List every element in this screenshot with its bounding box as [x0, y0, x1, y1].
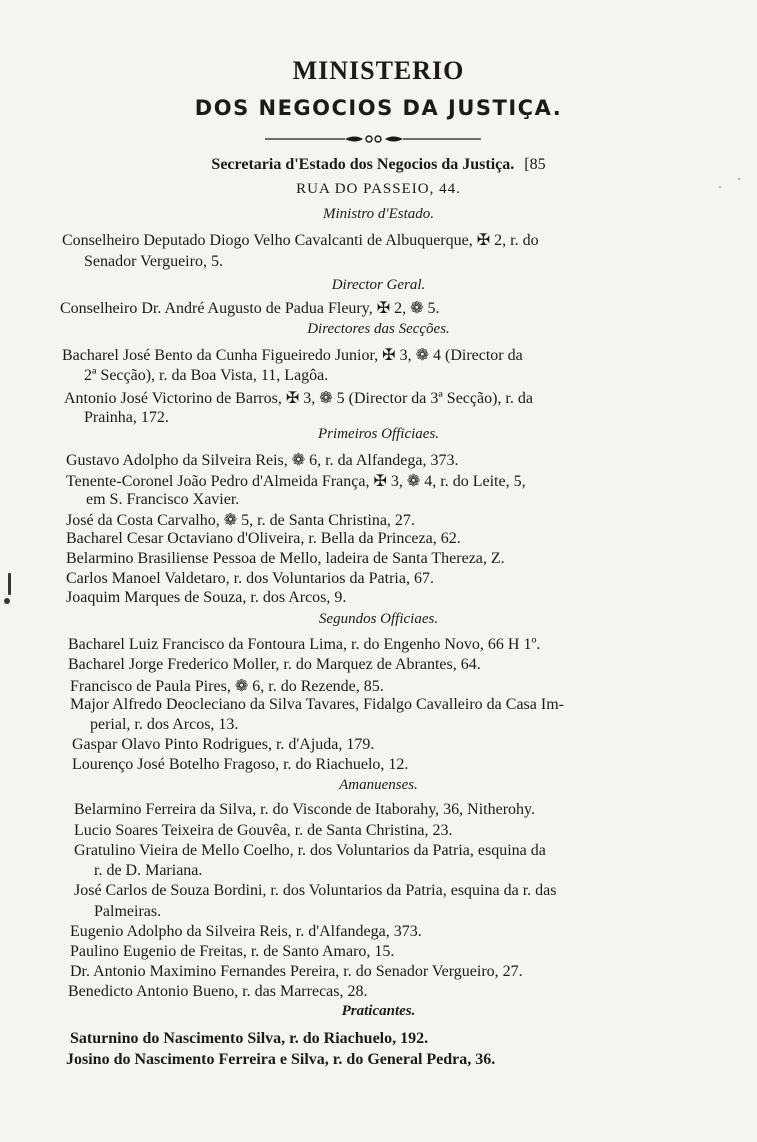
- directores-line-2: 2ª Secção), r. da Boa Vista, 11, Lagôa.: [84, 367, 329, 384]
- primeiros-line-7: Carlos Manoel Valdetaro, r. dos Voluntarios da Patria, 67.: [66, 570, 434, 587]
- amanuenses-line-8: Paulino Eugenio de Freitas, r. de Santo Amaro, 15.: [70, 943, 395, 960]
- amanuenses-line-7: Eugenio Adolpho da Silveira Reis, r. d'Alfandega, 373.: [70, 923, 422, 940]
- directores-line-3: Antonio José Victorino de Barros, ✠ 3, ❁ 5 (Director da 3ª Secção), r. da: [64, 390, 533, 407]
- segundos-line-6: Gaspar Olavo Pinto Rodrigues, r. d'Ajuda, 179.: [72, 736, 375, 753]
- primeiros-line-1: Gustavo Adolpho da Silveira Reis, ❁ 6, r. da Alfandega, 373.: [66, 452, 459, 469]
- praticantes-line-2: Josino do Nascimento Ferreira e Silva, r. do General Pedra, 36.: [66, 1051, 496, 1068]
- page-subtitle: DOS NEGOCIOS DA JUSTIÇA.: [194, 96, 563, 120]
- page-number: [85: [524, 156, 546, 173]
- primeiros-line-6: Belarmino Brasiliense Pessoa de Mello, ladeira de Santa Thereza, Z.: [66, 550, 505, 567]
- margin-speck: [4, 598, 10, 604]
- segundos-line-3: Francisco de Paula Pires, ❁ 6, r. do Rezende, 85.: [70, 678, 384, 695]
- amanuenses-line-3: Gratulino Vieira de Mello Coelho, r. dos Voluntarios da Patria, esquina da: [74, 842, 546, 859]
- heading-segundos: Segundos Officiaes.: [318, 611, 439, 627]
- segundos-line-4: Major Alfredo Deocleciano da Silva Tavares, Fidalgo Cavalleiro da Casa Im-: [70, 696, 564, 713]
- heading-amanuenses: Amanuenses.: [339, 777, 418, 793]
- amanuenses-line-4: r. de D. Mariana.: [94, 862, 203, 879]
- primeiros-line-4: José da Costa Carvalho, ❁ 5, r. de Santa Christina, 27.: [66, 512, 415, 529]
- primeiros-line-2: Tenente-Coronel João Pedro d'Almeida França, ✠ 3, ❁ 4, r. do Leite, 5,: [66, 473, 526, 490]
- segundos-line-7: Lourenço José Botelho Fragoso, r. do Riachuelo, 12.: [72, 756, 409, 773]
- segundos-line-5: perial, r. dos Arcos, 13.: [90, 716, 239, 733]
- segundos-line-1: Bacharel Luiz Francisco da Fontoura Lima, r. do Engenho Novo, 66 H 1º.: [68, 636, 541, 653]
- secretaria-heading: [0, 156, 757, 174]
- amanuenses-line-6: Palmeiras.: [94, 903, 162, 920]
- amanuenses-line-1: Belarmino Ferreira da Silva, r. do Visconde de Itaborahy, 36, Nitherohy.: [74, 801, 535, 818]
- amanuenses-line-5: José Carlos de Souza Bordini, r. dos Voluntarios da Patria, esquina da r. das: [74, 882, 557, 899]
- ministro-line-1: Conselheiro Deputado Diogo Velho Cavalcanti de Albuquerque, ✠ 2, r. do: [62, 232, 539, 249]
- heading-primeiros: Primeiros Officiaes.: [317, 426, 440, 442]
- margin-mark: [8, 573, 11, 595]
- director-geral-line-1: Conselheiro Dr. André Augusto de Padua Fleury, ✠ 2, ❁ 5.: [60, 300, 440, 317]
- primeiros-line-8: Joaquim Marques de Souza, r. dos Arcos, 9.: [66, 589, 347, 606]
- directores-line-4: Prainha, 172.: [84, 409, 169, 426]
- heading-praticantes: Praticantes.: [341, 1003, 416, 1019]
- amanuenses-line-9: Dr. Antonio Maximino Fernandes Pereira, r. do Senador Vergueiro, 27.: [70, 963, 523, 980]
- primeiros-line-5: Bacharel Cesar Octaviano d'Oliveira, r. Bella da Princeza, 62.: [66, 530, 461, 547]
- heading-ministro: Ministro d'Estado.: [323, 206, 434, 222]
- heading-directores: Directores das Secções.: [307, 321, 450, 337]
- primeiros-line-3: em S. Francisco Xavier.: [86, 491, 240, 508]
- segundos-line-2: Bacharel Jorge Frederico Moller, r. do Marquez de Abrantes, 64.: [68, 656, 481, 673]
- secretaria-text: Secretaria d'Estado dos Negocios da Justiça.: [211, 156, 515, 173]
- heading-director-geral: Director Geral.: [331, 277, 426, 293]
- directores-line-1: Bacharel José Bento da Cunha Figueiredo Junior, ✠ 3, ❁ 4 (Director da: [62, 347, 523, 364]
- ministro-line-2: Senador Vergueiro, 5.: [84, 253, 223, 270]
- page-speck: [738, 178, 740, 180]
- praticantes-line-1: Saturnino do Nascimento Silva, r. do Riachuelo, 192.: [70, 1030, 429, 1047]
- amanuenses-line-10: Benedicto Antonio Bueno, r. das Marrecas, 28.: [68, 983, 368, 1000]
- ornament-divider-icon: [265, 133, 481, 145]
- page-speck: [719, 186, 721, 188]
- page-title: MINISTERIO: [292, 56, 465, 85]
- amanuenses-line-2: Lucio Soares Teixeira de Gouvêa, r. de Santa Christina, 23.: [74, 822, 453, 839]
- address-line: RUA DO PASSEIO, 44.: [296, 181, 461, 197]
